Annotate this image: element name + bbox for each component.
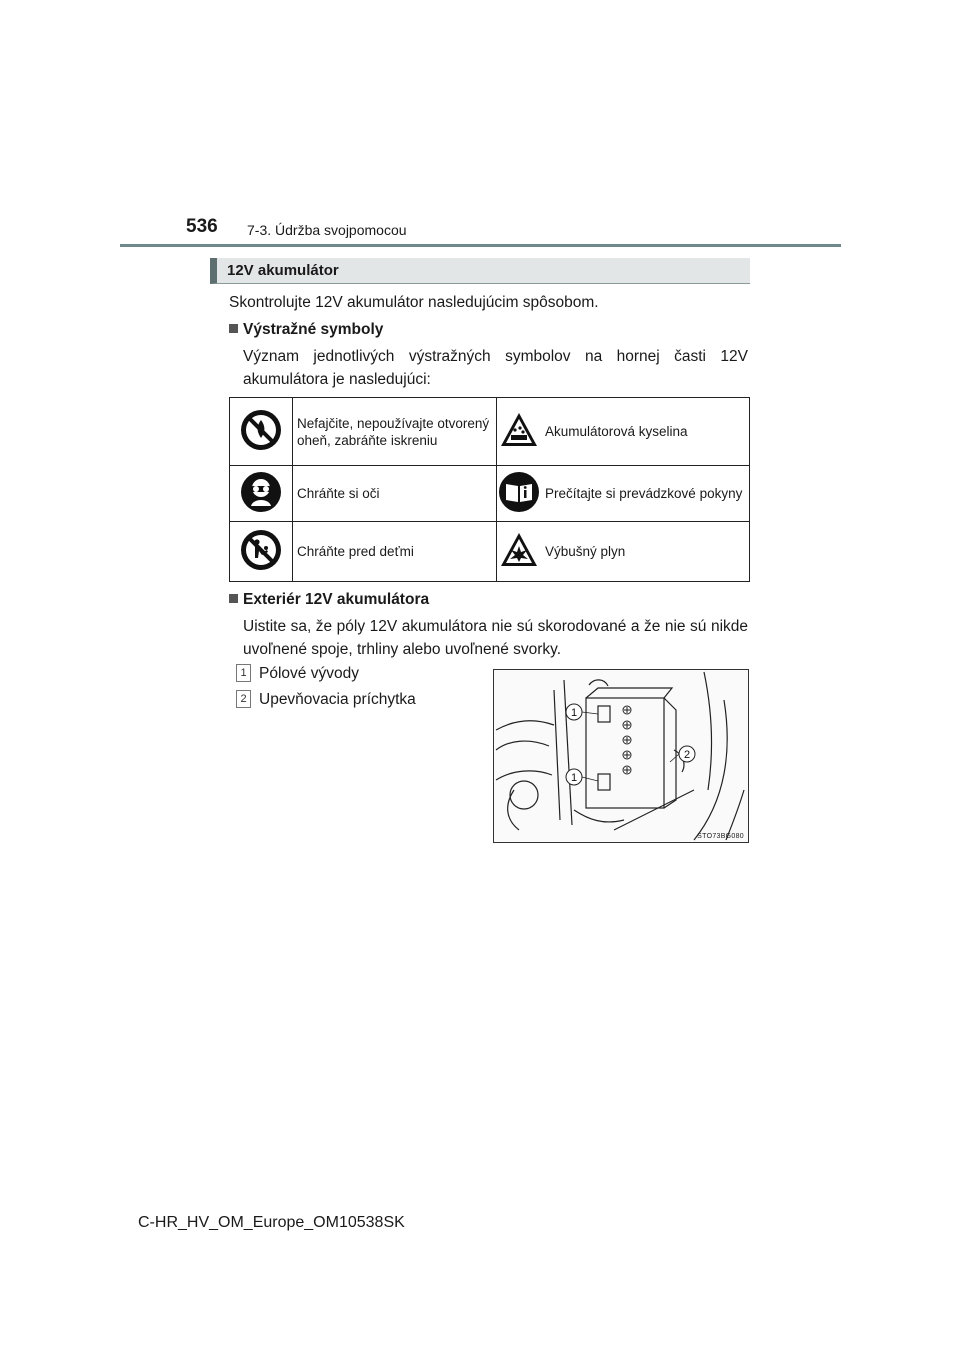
warning-symbols-description: Význam jednotlivých výstražných symbolov na hornej časti 12V akumulátora je nasledujúci: [243,348,748,388]
section-banner [210,258,750,284]
header-rule [120,244,841,247]
legend-label: Pólové vývody [259,665,359,682]
legend-item [236,664,359,683]
table-row [230,466,750,522]
symbol-label-eye: Chráňte si oči [293,466,497,522]
symbol-label-manual: Prečítajte si prevádzkové pokyny [541,466,750,522]
exterior-description: Uistite sa, že póly 12V akumulátora nie sú skorodované a že nie sú nikde uvoľnené spoje, trhliny alebo uvoľnené svorky. [243,618,748,658]
engine-bay-drawing [494,670,748,842]
callout-label: 2 [683,749,691,761]
table-cell-icon [497,398,542,466]
legend-number: 1 [236,664,251,682]
illustration-code: STO73BG080 [697,833,744,840]
symbol-label-children: Chráňte pred deťmi [293,522,497,582]
table-cell-icon [497,466,542,522]
square-bullet-icon [229,594,238,603]
keep-children-away-icon [239,528,283,572]
page-number: 536 [186,216,218,237]
battery-illustration [493,669,749,843]
no-flame-icon [239,408,283,452]
callout-label: 1 [570,772,578,784]
symbol-label-explosive: Výbušný plyn [541,522,750,582]
warning-symbols-heading: Výstražné symboly [229,318,383,341]
legend-number: 2 [236,690,251,708]
symbol-label-acid: Akumulátorová kyselina [541,398,750,466]
table-cell-icon [497,522,542,582]
section-title: 7-3. Údržba svojpomocou [247,222,407,238]
warning-symbols-table [229,397,750,582]
explosive-gas-icon [499,531,539,569]
square-bullet-icon [229,324,238,333]
acid-warning-icon [499,411,539,449]
table-cell-icon [230,522,293,582]
read-manual-icon [498,471,540,513]
table-cell-icon [230,398,293,466]
callout-label: 1 [570,707,578,719]
intro-text: Skontrolujte 12V akumulátor nasledujúcim spôsobom. [229,294,599,311]
symbol-label-no-flame: Nefajčite, nepoužívajte otvorený oheň, zabráňte iskreniu [293,398,497,466]
eye-protection-icon [239,470,283,514]
table-cell-icon [230,466,293,522]
legend-item [236,690,416,709]
table-row [230,398,750,466]
footer-doc-code: C-HR_HV_OM_Europe_OM10538SK [138,1214,405,1231]
exterior-heading: Exteriér 12V akumulátora [229,588,429,611]
banner-title: 12V akumulátor [227,262,339,279]
table-row [230,522,750,582]
legend-label: Upevňovacia príchytka [259,691,416,708]
